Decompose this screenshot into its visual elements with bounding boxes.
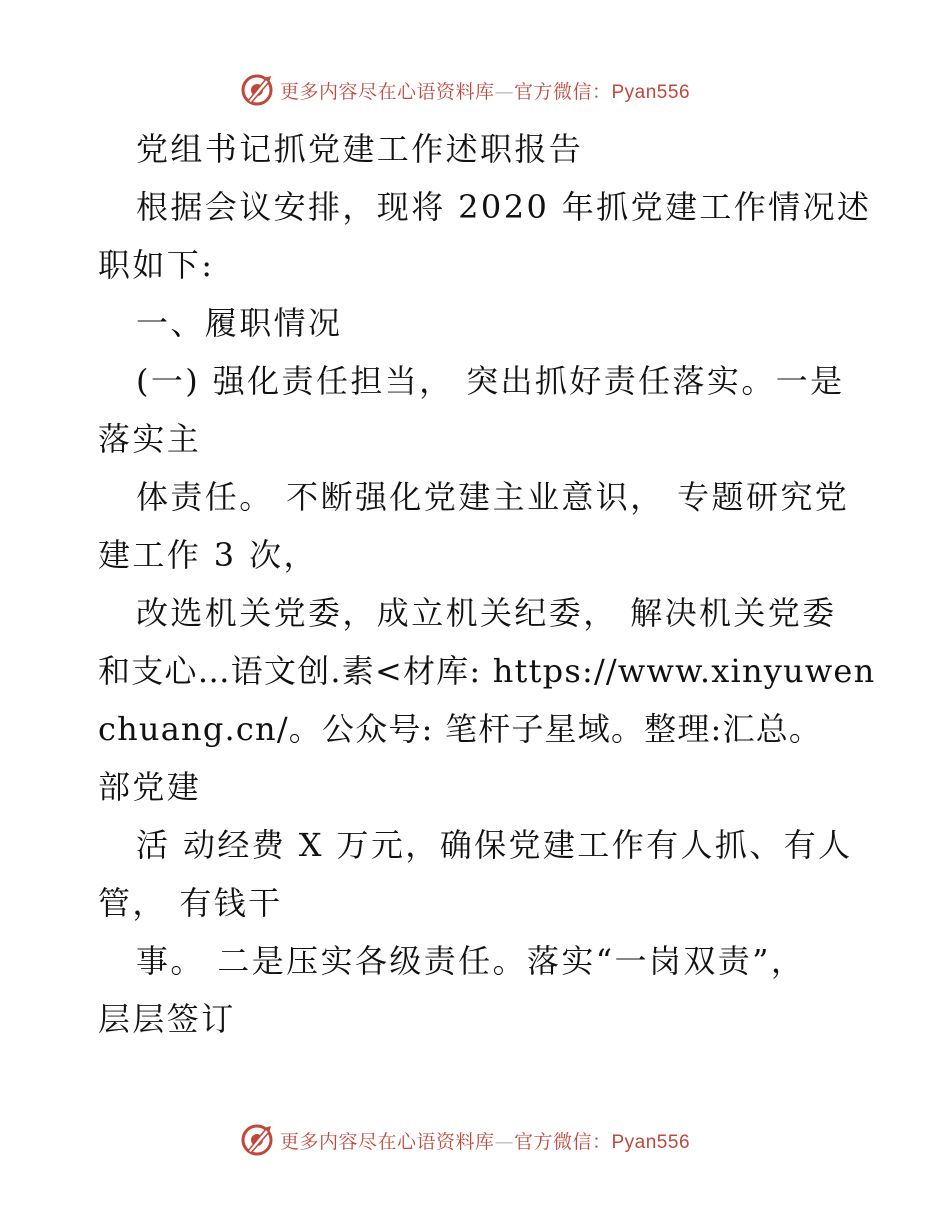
quill-logo-icon — [240, 73, 274, 107]
paragraph-line: 改选机关党委，成立机关纪委， 解决机关党委 — [136, 594, 837, 632]
paragraph-line: 根据会议安排，现将 2020 年抓党建工作情况述 — [136, 188, 872, 226]
paragraph-line: chuang.cn/。公众号: 笔杆子星域。整理:汇总。 — [98, 710, 823, 748]
document-title: 党组书记抓党建工作述职报告 — [136, 130, 584, 168]
subsection-heading: (一) 强化责任担当， 突出抓好责任落实。一是 — [136, 362, 845, 400]
paragraph-line: 职如下: — [98, 246, 215, 284]
watermark-text: 更多内容尽在心语资料库—官方微信：Pyan556 — [279, 80, 691, 103]
paragraph-line: 体责任。 不断强化党建主业意识， 专题研究党 — [136, 478, 850, 516]
paragraph-line: 活 动经费 X 万元，确保党建工作有人抓、有人 — [136, 826, 853, 864]
paragraph-line: 层层签订 — [98, 1000, 236, 1038]
quill-logo-icon — [240, 1123, 274, 1157]
watermark-text: 更多内容尽在心语资料库—官方微信：Pyan556 — [279, 1130, 691, 1153]
section-heading: 一、履职情况 — [136, 304, 343, 342]
paragraph-line: 事。 二是压实各级责任。落实“一岗双责”， — [136, 942, 806, 980]
document-body — [98, 120, 876, 1048]
header-watermark — [0, 70, 950, 110]
footer-watermark — [0, 1120, 950, 1160]
paragraph-line: 管， 有钱干 — [98, 884, 283, 922]
paragraph-line: 建工作 3 次， — [98, 536, 318, 574]
paragraph-line: 和支心…语文创.素<材库: https://www.xinyuwen — [98, 652, 876, 690]
paragraph-line: 部党建 — [98, 768, 202, 806]
paragraph-line: 落实主 — [98, 420, 202, 458]
